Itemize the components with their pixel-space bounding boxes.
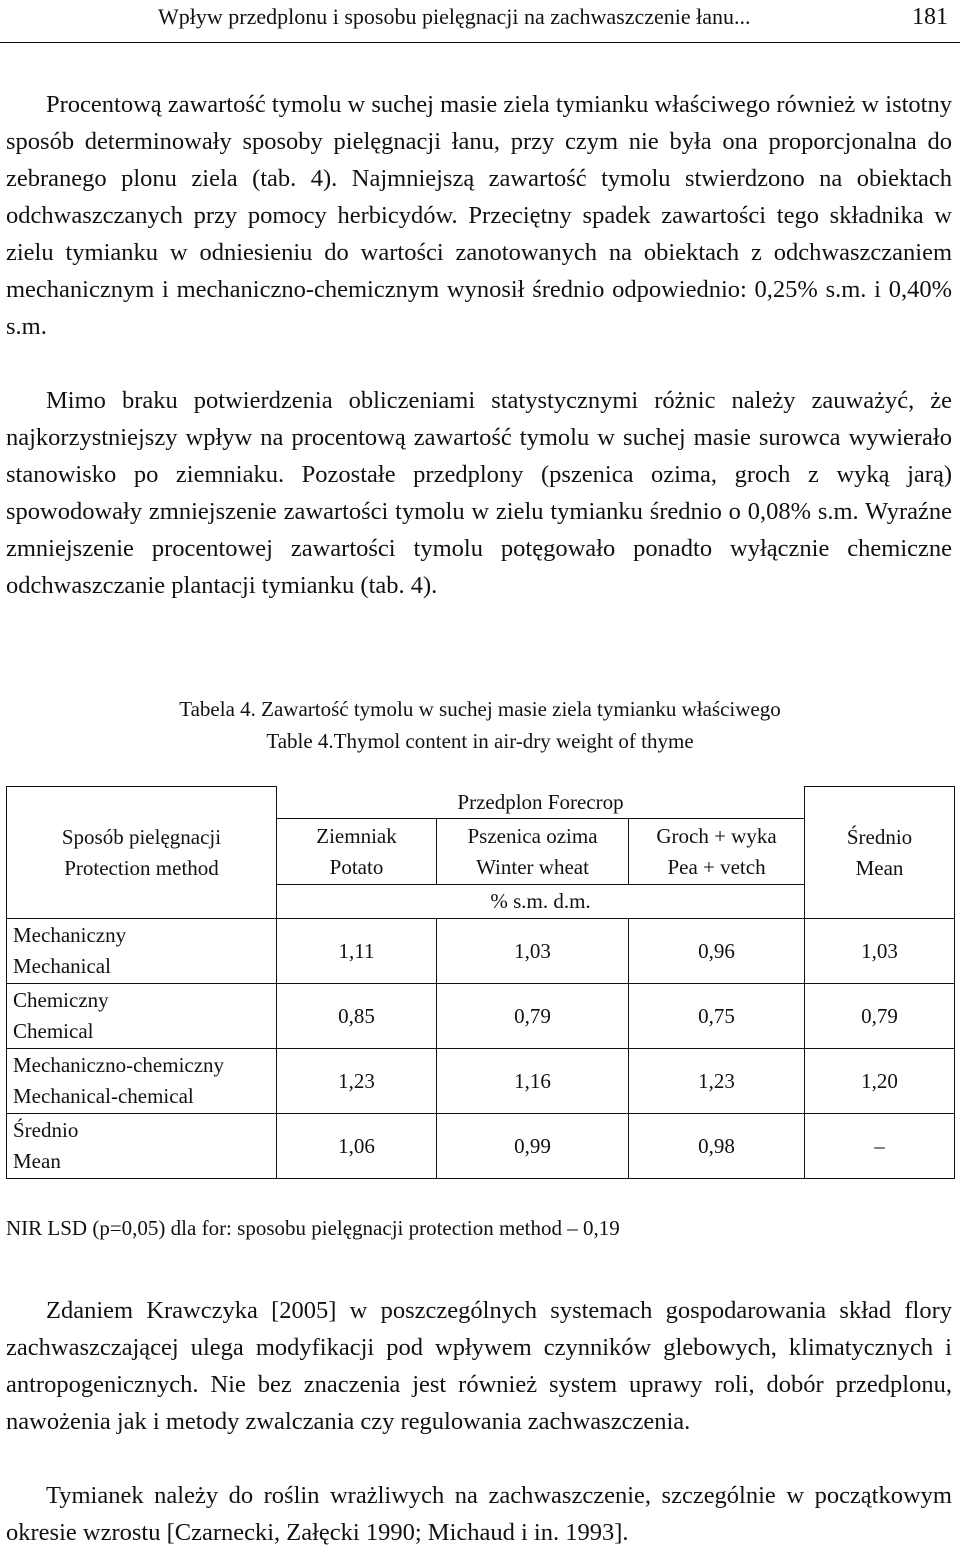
row-label bbox=[7, 919, 277, 984]
lsd-note: NIR LSD (p=0,05) dla for: sposobu pielęgnacji protection method – 0,19 bbox=[6, 1216, 620, 1240]
row-label-en: Mechanical bbox=[13, 954, 111, 978]
header-unit: % s.m. d.m. bbox=[277, 885, 805, 919]
header-method bbox=[7, 787, 277, 919]
page-number: 181 bbox=[912, 4, 948, 30]
header-col-wheat-en: Winter wheat bbox=[476, 854, 589, 879]
table-row bbox=[7, 919, 955, 984]
header-col-potato-pl: Ziemniak bbox=[316, 823, 397, 848]
cell: 0,75 bbox=[629, 984, 805, 1049]
header-mean-en: Mean bbox=[855, 855, 904, 880]
row-label-pl: Mechaniczno-chemiczny bbox=[13, 1053, 225, 1077]
row-label bbox=[7, 1114, 277, 1179]
running-title: Wpływ przedplonu i sposobu pielęgnacji na zachwaszczenie łanu... bbox=[158, 4, 751, 29]
row-label-en: Mean bbox=[13, 1149, 61, 1173]
header-method-pl: Sposób pielęgnacji bbox=[61, 824, 222, 849]
header-forecrop: Przedplon Forecrop bbox=[277, 787, 805, 819]
header-mean-pl: Średnio bbox=[846, 824, 913, 849]
cell: 1,03 bbox=[805, 919, 955, 984]
row-label-pl: Średnio bbox=[13, 1118, 79, 1142]
cell: 0,79 bbox=[805, 984, 955, 1049]
paragraph-weed-flora: Zdaniem Krawczyka [2005] w poszczególnych systemach gospodarowania skład flory zachwaszczającej ulega modyfikacji pod wpływem czynników glebowych, klimatycznych i antropogenicznych. Nie bez znaczenia jest również system uprawy roli, dobór przedplonu, nawożenia jak i metody zwalczania czy regulowania zachwaszczenia. bbox=[6, 1297, 952, 1435]
header-col-pea-pl: Groch + wyka bbox=[656, 823, 777, 848]
cell: 0,85 bbox=[277, 984, 437, 1049]
header-col-pea bbox=[629, 819, 805, 885]
header-col-wheat bbox=[437, 819, 629, 885]
cell: 1,23 bbox=[629, 1049, 805, 1114]
row-label-pl: Mechaniczny bbox=[13, 923, 127, 947]
cell: 1,06 bbox=[277, 1114, 437, 1179]
table-row bbox=[7, 1049, 955, 1114]
table-caption-pl: Tabela 4. Zawartość tymolu w suchej masie ziela tymianku właściwego bbox=[179, 697, 781, 721]
cell: – bbox=[805, 1114, 955, 1179]
thymol-table bbox=[6, 786, 955, 1179]
row-label-en: Mechanical-chemical bbox=[13, 1084, 194, 1108]
cell: 0,99 bbox=[437, 1114, 629, 1179]
row-label-pl: Chemiczny bbox=[13, 988, 109, 1012]
header-col-pea-en: Pea + vetch bbox=[667, 854, 766, 879]
cell: 1,03 bbox=[437, 919, 629, 984]
cell: 1,23 bbox=[277, 1049, 437, 1114]
cell: 0,98 bbox=[629, 1114, 805, 1179]
row-label-en: Chemical bbox=[13, 1019, 94, 1043]
table-row bbox=[7, 1114, 955, 1179]
row-label bbox=[7, 1049, 277, 1114]
cell: 0,96 bbox=[629, 919, 805, 984]
table-row bbox=[7, 984, 955, 1049]
header-method-en: Protection method bbox=[64, 855, 219, 880]
cell: 1,16 bbox=[437, 1049, 629, 1114]
paragraph-forecrop-effect: Mimo braku potwierdzenia obliczeniami statystycznymi różnic należy zauważyć, że najkorzystniejszy wpływ na procentową zawartość tymolu w suchej masie surowca wywierało stanowisko po ziemniaku. Pozostałe przedplony (pszenica ozima, groch z wyką jarą) spowodowały zmniejszenie zawartości tymolu w zielu tymianku średnio o 0,08% s.m. Wyraźne zmniejszenie procentowej zawartości tymolu potęgowało ponadto wyłącznie chemiczne odchwaszczanie plantacji tymianku (tab. 4). bbox=[6, 387, 952, 599]
cell: 0,79 bbox=[437, 984, 629, 1049]
paragraph-thymol-content: Procentową zawartość tymolu w suchej masie ziela tymianku właściwego również w istotny sposób determinowały sposoby pielęgnacji łanu, przy czym nie była ona proporcjonalna do zebranego plonu ziela (tab. 4). Najmniejszą zawartość tymolu stwierdzono na obiektach odchwaszczanych przy pomocy herbicydów. Przeciętny spadek zawartości tego składnika w zielu tymianku w odniesieniu do wartości zanotowanych na obiektach z odchwaszczaniem mechanicznym i mechaniczno-chemicznym wynosił średnio odpowiednio: 0,25% s.m. i 0,40% s.m. bbox=[6, 91, 952, 340]
running-head bbox=[0, 0, 960, 43]
header-col-potato bbox=[277, 819, 437, 885]
header-mean bbox=[805, 787, 955, 919]
row-label bbox=[7, 984, 277, 1049]
cell: 1,20 bbox=[805, 1049, 955, 1114]
paragraph-thyme-sensitivity: Tymianek należy do roślin wrażliwych na zachwaszczenie, szczególnie w początkowym okresie wzrostu [Czarnecki, Załęcki 1990; Michaud i in. 1993]. bbox=[6, 1482, 952, 1546]
table-caption-en: Table 4.Thymol content in air-dry weight of thyme bbox=[266, 729, 694, 753]
header-col-potato-en: Potato bbox=[329, 854, 384, 879]
cell: 1,11 bbox=[277, 919, 437, 984]
header-col-wheat-pl: Pszenica ozima bbox=[467, 823, 598, 848]
